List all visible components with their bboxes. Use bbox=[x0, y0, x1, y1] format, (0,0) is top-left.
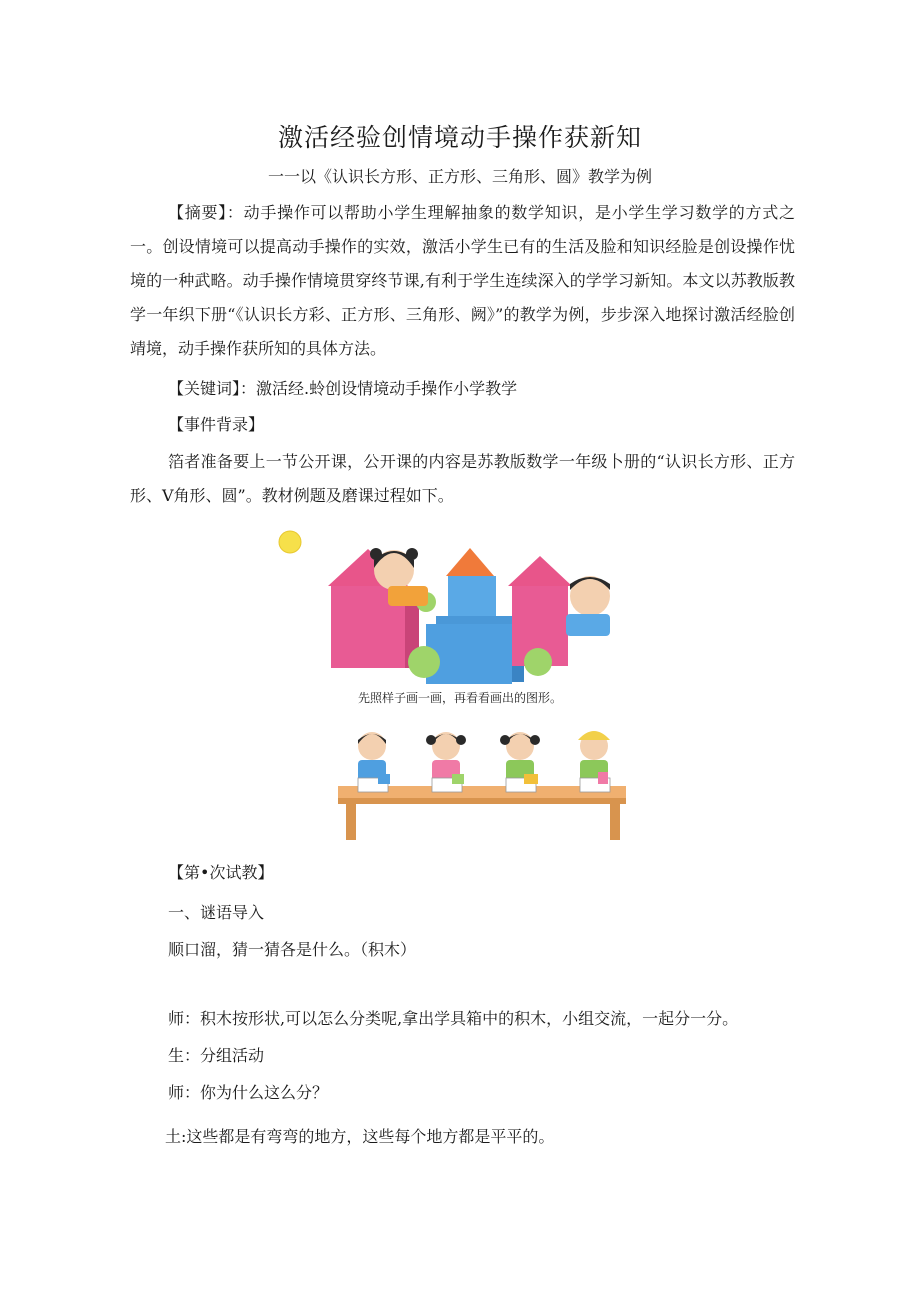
keywords-line: 【关键词】：激活经.蛉创设情境动手操作小学教学 bbox=[168, 379, 518, 398]
sun-shape bbox=[279, 531, 301, 553]
illustration-caption: 先照样子画一画，再看看画出的图形。 bbox=[357, 691, 563, 705]
trial-heading: 【第•次试教】 bbox=[168, 863, 274, 882]
abstract-text: 动手操作可以帮助小学生理解抽象的数学知识，是小学生学习数学的方式之一。创设情境可以提高动手操作的实效，激活小学生已有的生活及脸和知识经脸是创设操作忧境的一种武略。动手操作情境贯穿终节课,有利于学生连续深入的学学习新知。本文以苏教版教学一年织下册“《认识长方彩、正方形、三角形、阙》”的教学为例，步步深入地探讨激活经脸创靖境，动手操作获所知的具体方法。 bbox=[130, 203, 795, 358]
textbook-illustration bbox=[276, 524, 644, 842]
body-line-4: 师：你为什么这么分？ bbox=[168, 1083, 329, 1102]
section-heading-1: 一、谜语导入 bbox=[168, 903, 265, 922]
abstract-paragraph bbox=[130, 196, 795, 366]
background-paragraph: 箔者准备要上一节公开课，公开课的内容是苏教版数学一年级卜册的“认识长方形、正方形、V角形、圆”。教材例题及磨课过程如下。 bbox=[130, 452, 795, 505]
center-big-block bbox=[426, 624, 512, 684]
body-line-1: 顺口溜，猜一猜各是什么。（积木） bbox=[168, 940, 417, 959]
body-line-5: 土:这些都是有弯弯的地方，这些每个地方都是平平的。 bbox=[165, 1127, 555, 1146]
abstract-label: 【摘要】： bbox=[168, 203, 244, 222]
center-roof-triangle bbox=[446, 548, 494, 576]
background-heading: 【事件背录】 bbox=[168, 415, 265, 434]
document-subtitle: 一一以《认识长方形、正方形、三角形、圆》教学为例 bbox=[267, 167, 652, 186]
center-tower-block bbox=[448, 576, 496, 616]
body-line-2: 师：积木按形状,可以怎么分类呢,拿出学具箱中的积木，小组交流，一起分一分。 bbox=[168, 1009, 739, 1028]
green-ball-right bbox=[524, 648, 552, 676]
document-title: 激活经验创情境动手操作获新知 bbox=[277, 123, 642, 152]
green-ball-left bbox=[408, 646, 440, 678]
body-line-3: 生：分组活动 bbox=[168, 1046, 265, 1065]
right-roof-triangle bbox=[508, 556, 572, 586]
